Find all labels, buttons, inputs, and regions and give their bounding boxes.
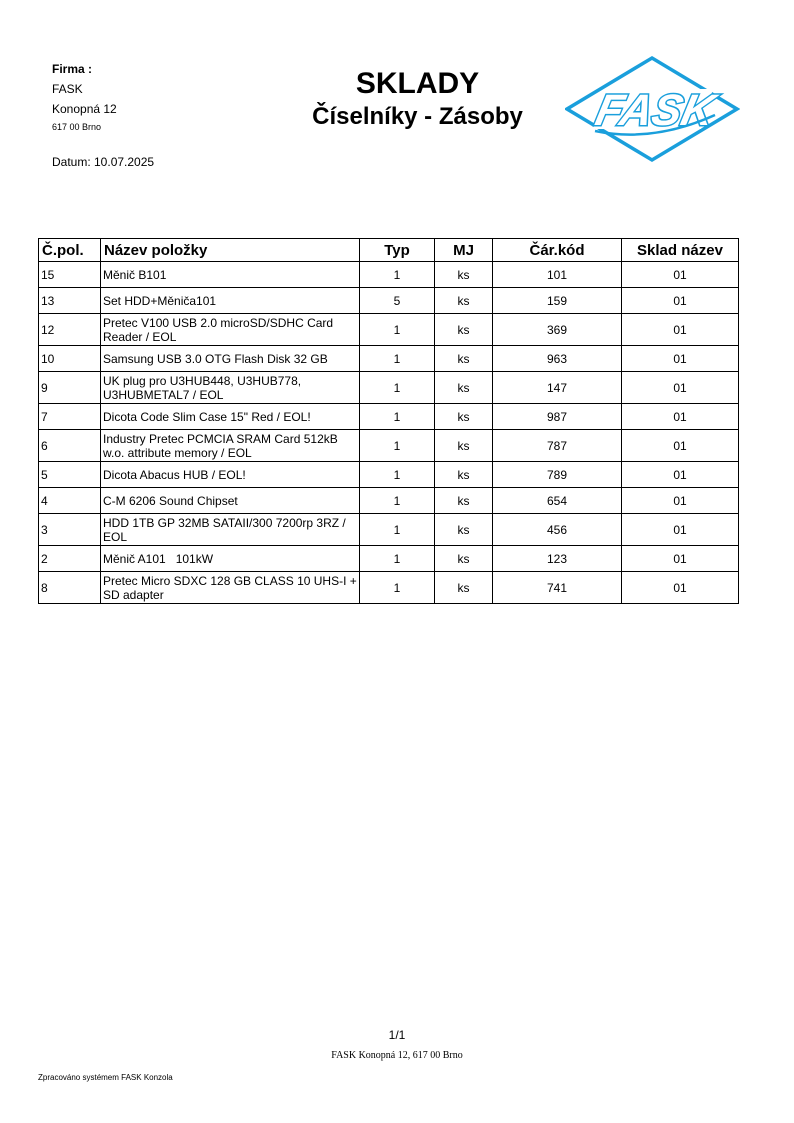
table-row xyxy=(39,288,739,314)
logo-text: FASK xyxy=(591,86,719,135)
cell-mj: ks xyxy=(435,462,493,488)
cell-name: Samsung USB 3.0 OTG Flash Disk 32 GB xyxy=(101,346,360,372)
fask-logo xyxy=(565,55,740,163)
header-kod: Čár.kód xyxy=(493,239,622,262)
cell-name: Měnič A101 101kW xyxy=(101,546,360,572)
cell-mj: ks xyxy=(435,288,493,314)
cell-pol: 13 xyxy=(39,288,101,314)
cell-name: HDD 1TB GP 32MB SATAII/300 7200rp 3RZ / EOL xyxy=(101,514,360,546)
cell-pol: 3 xyxy=(39,514,101,546)
cell-kod: 654 xyxy=(493,488,622,514)
cell-pol: 2 xyxy=(39,546,101,572)
cell-mj: ks xyxy=(435,314,493,346)
company-label: Firma : xyxy=(52,62,93,76)
cell-pol: 15 xyxy=(39,262,101,288)
cell-sklad: 01 xyxy=(622,488,739,514)
header-pol: Č.pol. xyxy=(39,239,101,262)
cell-kod: 987 xyxy=(493,404,622,430)
cell-mj: ks xyxy=(435,262,493,288)
cell-pol: 12 xyxy=(39,314,101,346)
cell-name: Dicota Code Slim Case 15" Red / EOL! xyxy=(101,404,360,430)
cell-typ: 1 xyxy=(360,262,435,288)
cell-pol: 9 xyxy=(39,372,101,404)
cell-name: Dicota Abacus HUB / EOL! xyxy=(101,462,360,488)
cell-typ: 1 xyxy=(360,372,435,404)
table-row xyxy=(39,430,739,462)
cell-kod: 787 xyxy=(493,430,622,462)
cell-mj: ks xyxy=(435,346,493,372)
cell-typ: 1 xyxy=(360,514,435,546)
cell-pol: 10 xyxy=(39,346,101,372)
cell-kod: 159 xyxy=(493,288,622,314)
header-sklad: Sklad název xyxy=(622,239,739,262)
cell-mj: ks xyxy=(435,488,493,514)
cell-sklad: 01 xyxy=(622,546,739,572)
cell-name: Měnič B101 xyxy=(101,262,360,288)
header-name: Název položky xyxy=(101,239,360,262)
cell-sklad: 01 xyxy=(622,288,739,314)
cell-kod: 963 xyxy=(493,346,622,372)
cell-typ: 1 xyxy=(360,314,435,346)
cell-pol: 4 xyxy=(39,488,101,514)
cell-kod: 147 xyxy=(493,372,622,404)
table-row xyxy=(39,262,739,288)
cell-kod: 789 xyxy=(493,462,622,488)
cell-kod: 101 xyxy=(493,262,622,288)
table-row xyxy=(39,346,739,372)
company-city: 617 00 Brno xyxy=(52,122,102,132)
company-block xyxy=(52,62,117,132)
document-date: Datum: 10.07.2025 xyxy=(52,155,155,169)
cell-pol: 6 xyxy=(39,430,101,462)
cell-sklad: 01 xyxy=(622,262,739,288)
cell-kod: 741 xyxy=(493,572,622,604)
document-title xyxy=(290,66,545,132)
table-row xyxy=(39,546,739,572)
cell-pol: 8 xyxy=(39,572,101,604)
table-row xyxy=(39,488,739,514)
title-main: SKLADY xyxy=(355,67,480,100)
table-row xyxy=(39,314,739,346)
company-name: FASK xyxy=(52,82,83,96)
items-table xyxy=(38,238,739,604)
cell-sklad: 01 xyxy=(622,514,739,546)
title-sub: Číselníky - Zásoby xyxy=(312,103,523,130)
cell-name: Pretec Micro SDXC 128 GB CLASS 10 UHS-I + SD adapter xyxy=(101,572,360,604)
cell-name: Pretec V100 USB 2.0 microSD/SDHC Card Reader / EOL xyxy=(101,314,360,346)
cell-sklad: 01 xyxy=(622,404,739,430)
cell-mj: ks xyxy=(435,404,493,430)
cell-typ: 1 xyxy=(360,572,435,604)
cell-mj: ks xyxy=(435,430,493,462)
table-row xyxy=(39,514,739,546)
company-street: Konopná 12 xyxy=(52,102,117,116)
cell-typ: 1 xyxy=(360,346,435,372)
cell-sklad: 01 xyxy=(622,346,739,372)
table-row xyxy=(39,572,739,604)
header-mj: MJ xyxy=(435,239,493,262)
cell-sklad: 01 xyxy=(622,314,739,346)
cell-typ: 1 xyxy=(360,430,435,462)
cell-typ: 1 xyxy=(360,546,435,572)
cell-mj: ks xyxy=(435,514,493,546)
footer-address: FASK Konopná 12, 617 00 Brno xyxy=(331,1050,463,1061)
cell-sklad: 01 xyxy=(622,572,739,604)
page-number: 1/1 xyxy=(388,1028,406,1042)
cell-pol: 5 xyxy=(39,462,101,488)
cell-name: UK plug pro U3HUB448, U3HUB778, U3HUBMETAL7 / EOL xyxy=(101,372,360,404)
table-row xyxy=(39,404,739,430)
table-row xyxy=(39,372,739,404)
cell-name: Set HDD+Měniča101 xyxy=(101,288,360,314)
table-row xyxy=(39,462,739,488)
cell-sklad: 01 xyxy=(622,372,739,404)
cell-sklad: 01 xyxy=(622,430,739,462)
cell-typ: 5 xyxy=(360,288,435,314)
cell-kod: 369 xyxy=(493,314,622,346)
processed-by-note: Zpracováno systémem FASK Konzola xyxy=(38,1073,173,1082)
cell-typ: 1 xyxy=(360,462,435,488)
table-header-row xyxy=(39,239,739,262)
cell-typ: 1 xyxy=(360,488,435,514)
cell-typ: 1 xyxy=(360,404,435,430)
cell-mj: ks xyxy=(435,546,493,572)
cell-kod: 456 xyxy=(493,514,622,546)
cell-name: Industry Pretec PCMCIA SRAM Card 512kB w.o. attribute memory / EOL xyxy=(101,430,360,462)
header-typ: Typ xyxy=(360,239,435,262)
cell-sklad: 01 xyxy=(622,462,739,488)
cell-mj: ks xyxy=(435,372,493,404)
cell-mj: ks xyxy=(435,572,493,604)
cell-name: C-M 6206 Sound Chipset xyxy=(101,488,360,514)
cell-pol: 7 xyxy=(39,404,101,430)
cell-kod: 123 xyxy=(493,546,622,572)
